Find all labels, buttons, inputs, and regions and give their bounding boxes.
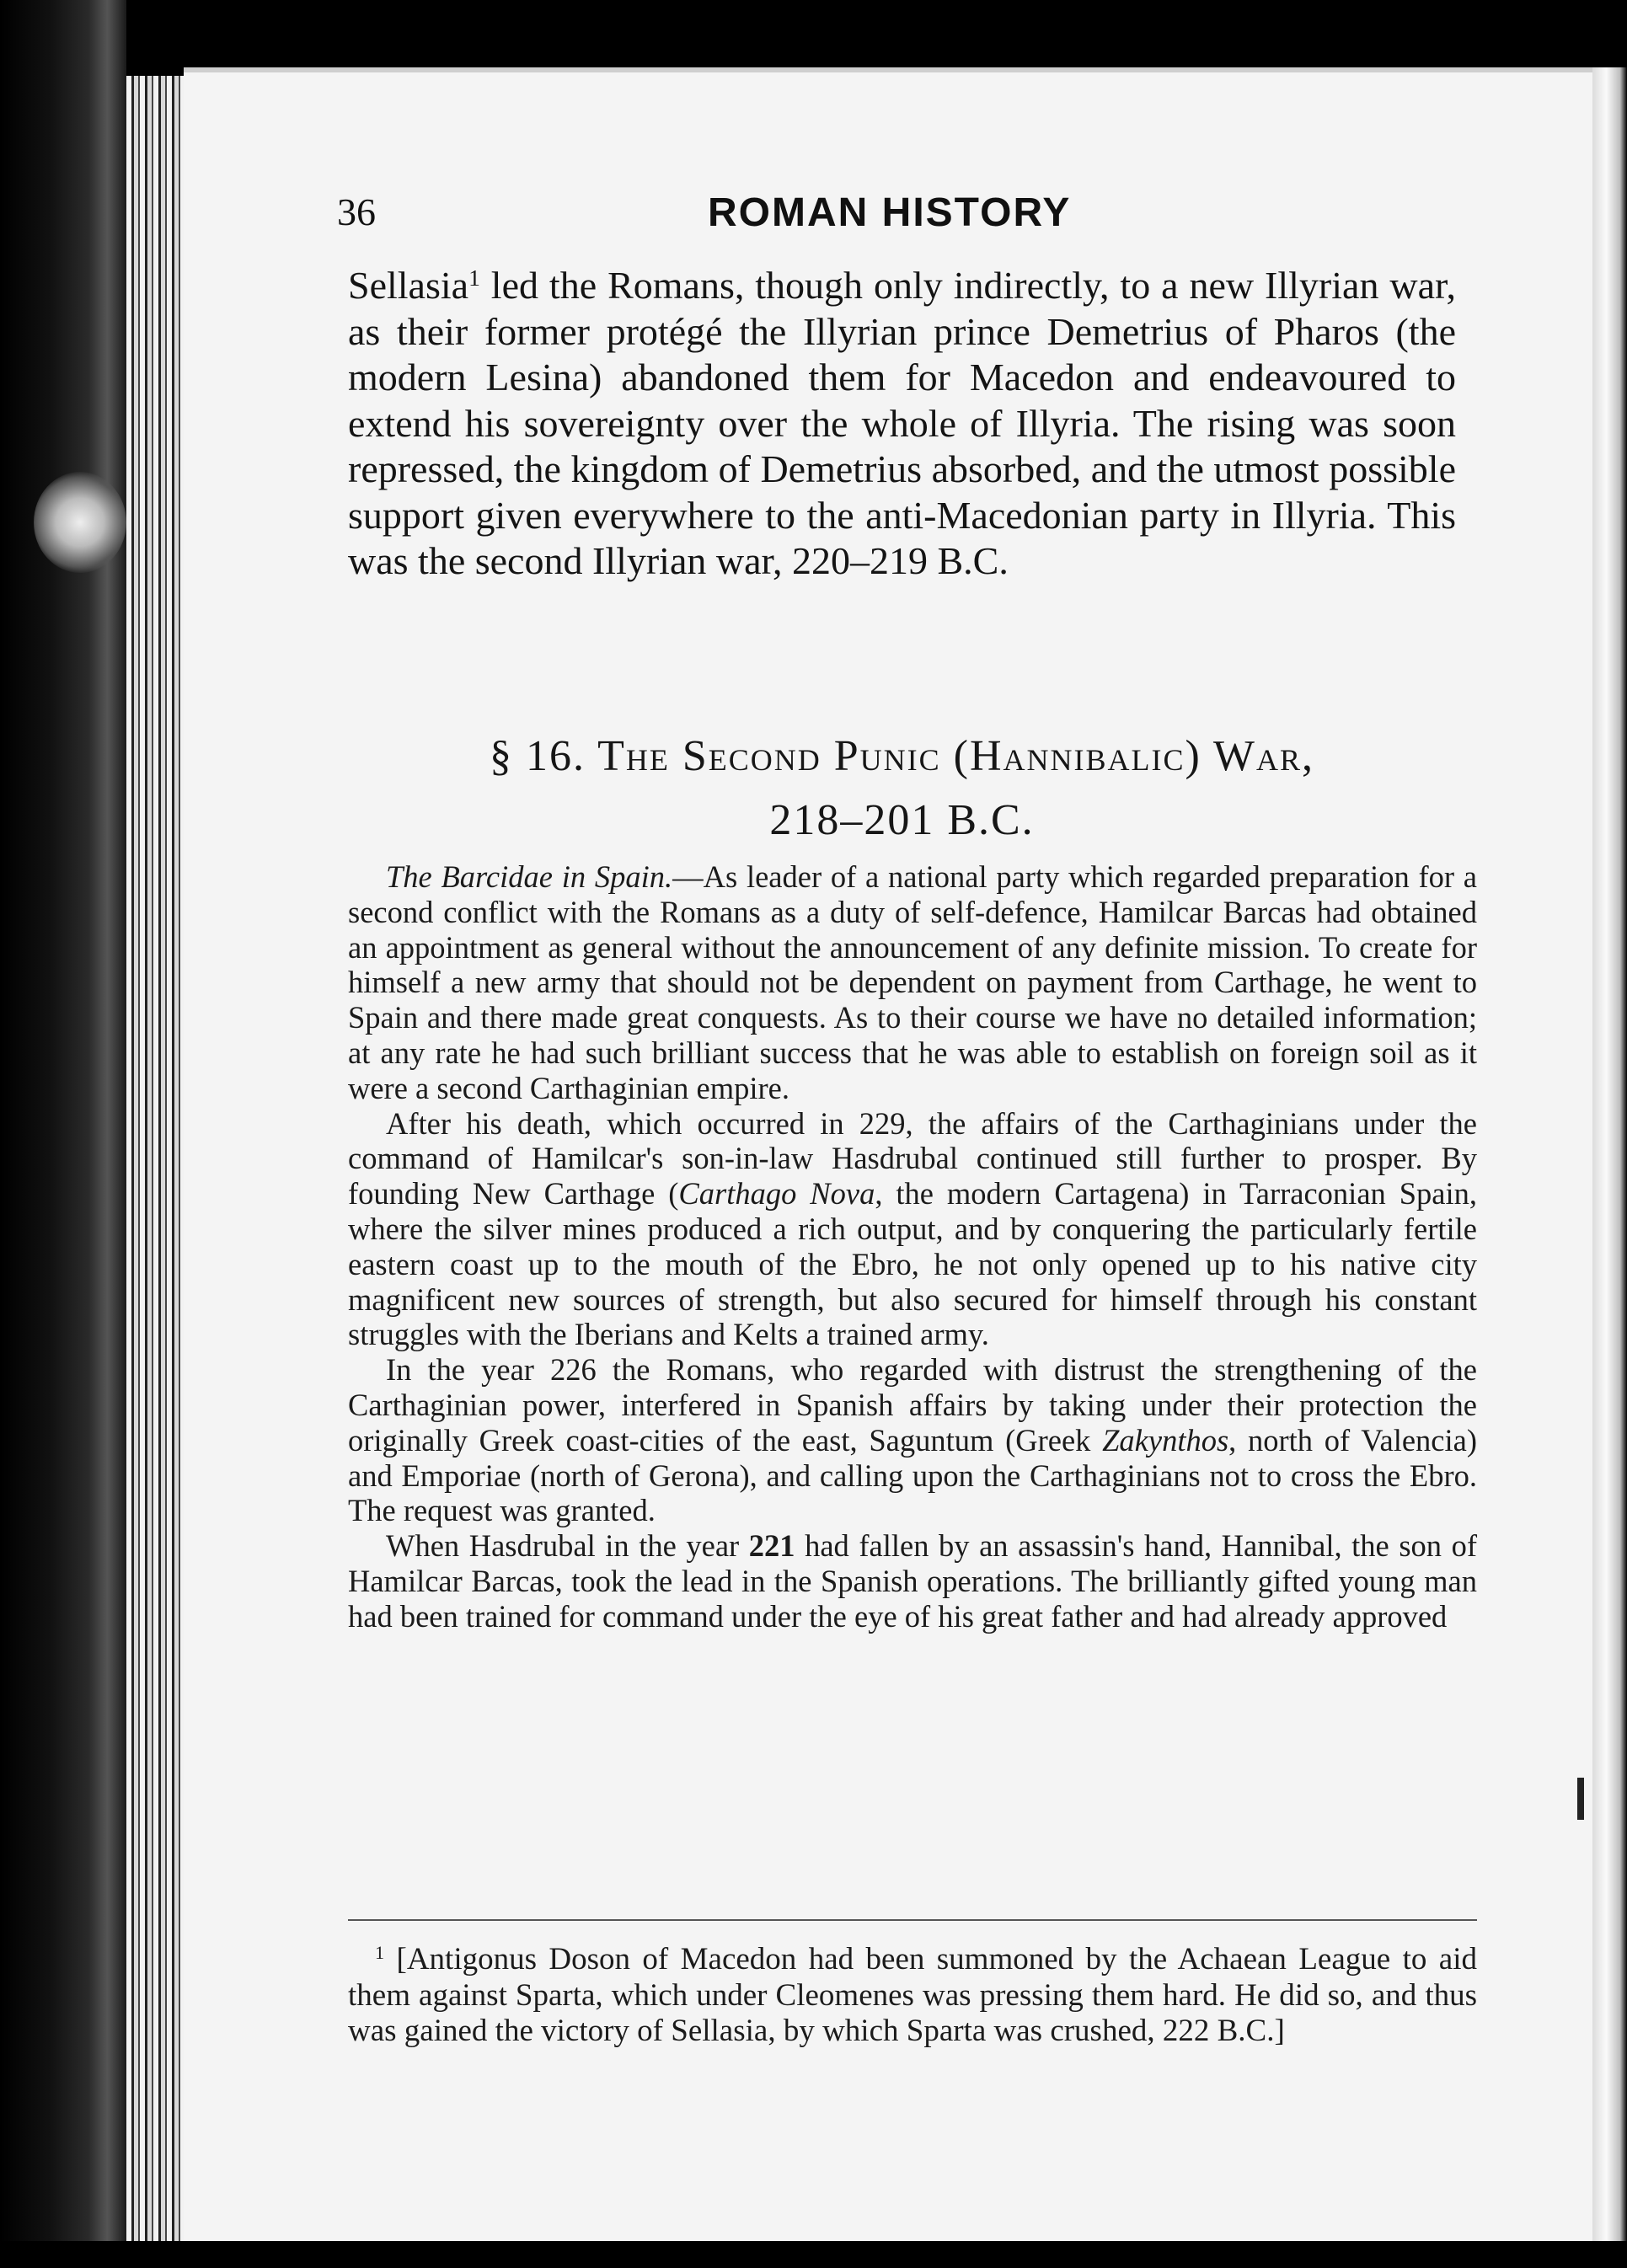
paragraph-2-text-b: , the modern Cartagena) in Tarraconian Spain, where the silver mines produced a rich output, and by conquering the particularly fertile eastern coast up to the mouth of the Ebro, he not only opened up to his native city magnificent new sources of strength, but also secured for himself through his constant struggles with the Iberians and Kelts a trained army. — [348, 1176, 1477, 1352]
margin-mark — [1577, 1778, 1584, 1820]
paragraph-2 — [348, 1106, 1477, 1353]
footnote-text — [348, 1942, 1477, 2050]
footnote-reference: 1 — [468, 264, 480, 291]
intro-start: Sellasia — [348, 264, 469, 307]
section-title: § 16. The Second Punic (Hannibalic) War, — [490, 732, 1314, 780]
paragraph-3-italic: Zakynthos — [1102, 1422, 1229, 1458]
paragraph-1 — [348, 859, 1477, 1106]
paragraph-3-text-b: , north of Valencia) and Emporiae (north of Gerona), and calling upon the Carthaginians not to cross the Ebro. The request was granted. — [348, 1422, 1478, 1528]
paragraph-1-text: —As leader of a national party which regarded preparation for a second conflict with the Romans as a duty of self-defence, Hamilcar Barcas had obtained an appointment as general without the announcement of any definite mission. To create for himself a new army that should not be dependent on payment from Carthage, he went to Spain and there made great conquests. As to their course we have no detailed information; at any rate he had such brilliant success that he was able to establish on foreign soil as it were a second Carthaginian empire. — [348, 859, 1477, 1105]
intro-rest: led the Romans, though only indirectly, to a new Illyrian war, as their former protégé the Illyrian prince Demetrius of Pharos (the modern Lesina) abandoned them for Macedon and endeavoured to extend his sovereignty over the whole of Illyria. The rising was soon repressed, the kingdom of Demetrius absorbed, and the utmost possible support given everywhere to the anti-Macedonian party in Illyria. This was the second Illyrian war, 220–219 B.C. — [348, 264, 1456, 582]
section-heading — [348, 725, 1456, 853]
paragraph-1-title: The Barcidae in Spain. — [386, 859, 673, 894]
paragraph-2-text-a: After his death, which occurred in 229, the affairs of the Carthaginians under the command of Hamilcar's son-in-law Hasdrubal continued still further to prosper. By founding New Carthage ( — [348, 1105, 1477, 1212]
page-right-edge — [1592, 67, 1627, 2249]
intro-text — [348, 263, 1456, 585]
scan-border-left — [0, 0, 126, 2268]
body-text — [348, 859, 1477, 1634]
intro-paragraph — [348, 263, 1456, 585]
footnote-marker: 1 — [375, 1941, 385, 1963]
paragraph-3 — [348, 1352, 1477, 1528]
paragraph-3-text-a: In the year 226 the Romans, who regarded with distrust the strengthening of the Carthaginian power, interfered in Spanish affairs by taking under their protection the originally Greek coast-cities of the east, Saguntum (Greek — [348, 1352, 1477, 1458]
paragraph-2-italic: Carthago Nova — [678, 1176, 875, 1212]
scan-smudge — [34, 472, 126, 573]
page-number: 36 — [337, 190, 376, 233]
running-title: ROMAN HISTORY — [708, 190, 1072, 235]
paragraph-4-text-a: When Hasdrubal in the year — [386, 1528, 749, 1564]
footnote-divider — [348, 1919, 1477, 1921]
section-dates: 218–201 B.C. — [769, 796, 1035, 844]
footnote-body: [Antigonus Doson of Macedon had been summoned by the Achaean League to aid them against Sparta, which under Cleomenes was pressing them hard. He did so, and thus was gained the victory of Sellasia, by which Sparta was crushed, 222 B.C.] — [348, 1942, 1477, 2048]
paragraph-4-year: 221 — [748, 1528, 795, 1564]
paragraph-4 — [348, 1528, 1477, 1634]
footnote — [348, 1942, 1477, 2050]
paragraph-4-text-b: had fallen by an assassin's hand, Hannibal, the son of Hamilcar Barcas, took the lead in the Spanish operations. The brilliantly gifted young man had been trained for command under the eye of his great father and had already approved — [348, 1528, 1477, 1634]
scan-border-bottom — [0, 2241, 1627, 2268]
page-header — [337, 190, 1567, 249]
book-spine-edges — [126, 76, 185, 2249]
